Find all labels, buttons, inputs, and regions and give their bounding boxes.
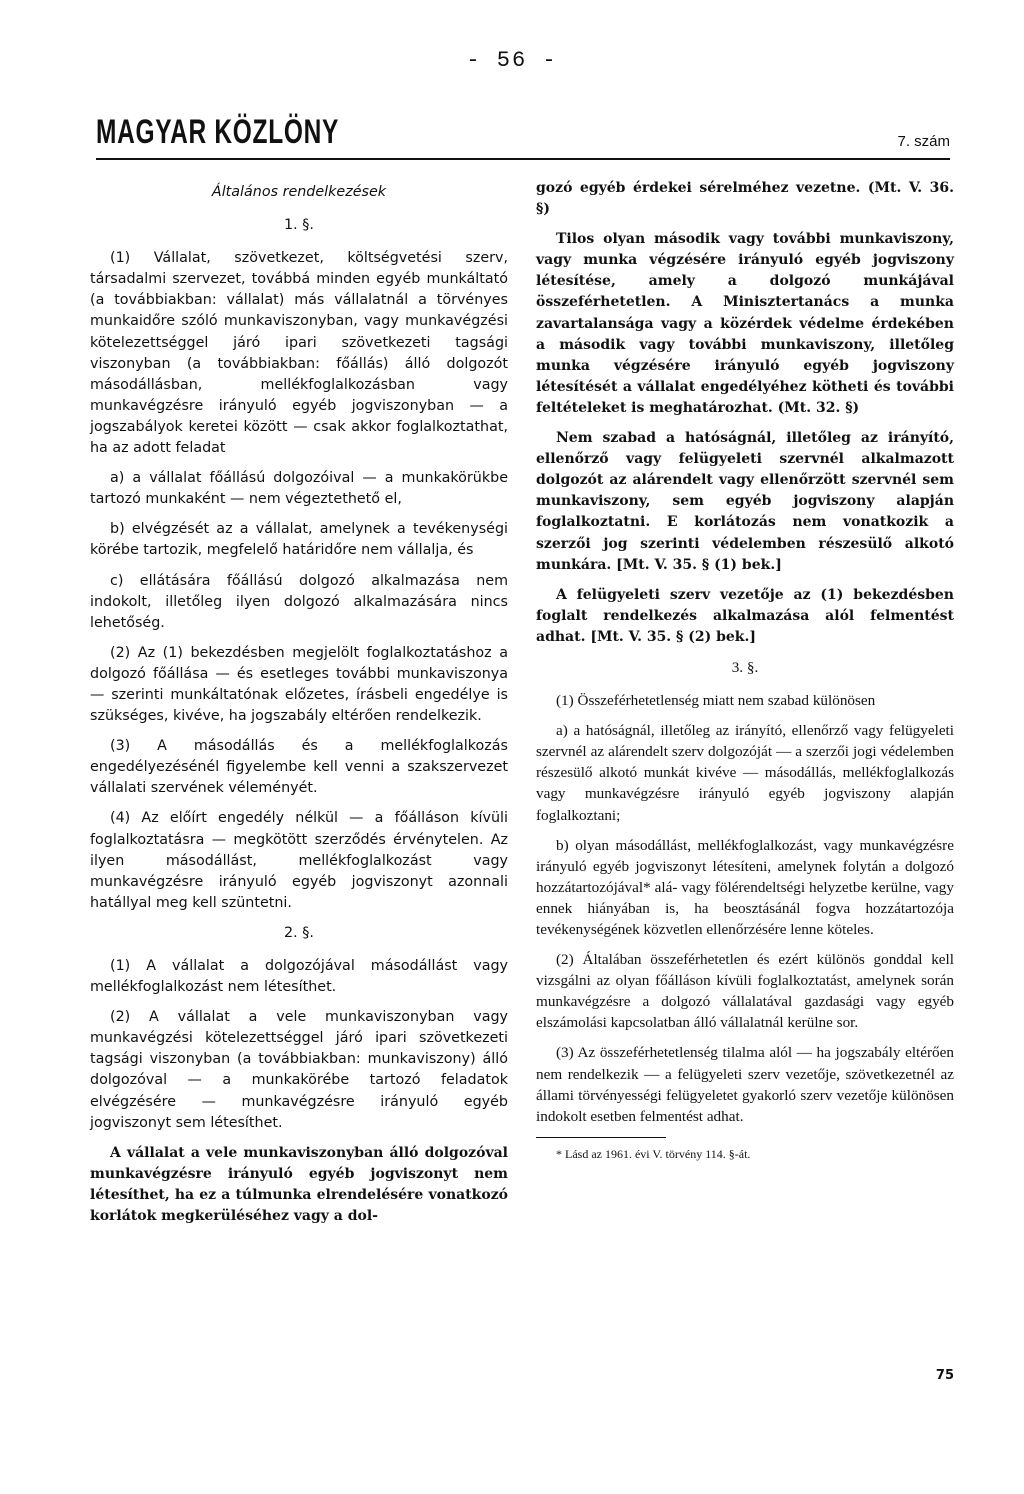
left-column <box>90 178 508 1236</box>
r-bold-1-text: gozó egyéb érdekei sérelméhez vezetne. (Mt. V. 36. §) <box>536 180 954 218</box>
p3-3-text: (3) Az összeférhetetlenség tilalma alól — ha jogszabály eltérően nem rendelkezik — a felügyeleti szerv vezetője, szövetkezetnél az állami törvényességi felügyeletet gyakorló szerv vezetője különösen indokolt esetben felmentést adhat. <box>536 1044 954 1125</box>
p1-1-text: (1) Vállalat, szövetkezet, költségvetési szerv, társadalmi szervezet, továbbá minden egyéb munkáltató (a továbbiakban: vállalat) más vállalatnál a törvényes munkaidőre szóló munkaviszonyban, vagy munkavégzési kötelezettséggel járó ipari szövetkezeti tagsági viszonyban (a továbbiakban: főállás) álló dolgozót másodállásban, mellékfoglalkozásban vagy munkavégzésre irányuló egyéb jogviszonyban — a jogszabályok keretei között — csak akkor foglalkoztathat, ha az adott feladat <box>90 250 508 457</box>
page-number: - 56 - <box>466 48 558 73</box>
footnote-text: * Lásd az 1961. évi V. törvény 114. §-át. <box>556 1146 751 1161</box>
p3-2-text: (2) Általában összeférhetetlen és ezért különös gonddal kell vizsgálni az olyan főálláson kívüli foglalkoztatást, amelynek során munkavégzésre a dolgozó vállalatával gazdasági vagy egyéb elszámolási kapcsolatban álló vállalatnál kerülne sor. <box>536 951 954 1032</box>
paragraph-1-heading: 1. §. <box>284 217 314 234</box>
r-bold-2-text: Tilos olyan második vagy további munkaviszony, vagy munka végzésére irányuló egyéb jogviszony létesítése, amely a dolgozó munkájával összeférhetetlen. A Minisztertanács a munka zavartalansága vagy a közérdek védelme érdekében a második vagy további munkaviszony, illetőleg munka végzésére irányuló egyéb jogviszony létesítését a vállalat engedélyéhez kötheti és további feltételeket is meghatározhat. (Mt. 32. §) <box>536 231 954 416</box>
r-bold-4-text: A felügyeleti szerv vezetője az (1) bekezdésben foglalt rendelkezés alkalmazása alól felmentést adhat. [Mt. V. 35. § (2) bek.] <box>536 586 954 645</box>
footnote-rule <box>536 1137 666 1138</box>
p1-2-text: (2) Az (1) bekezdésben megjelölt foglalkoztatáshoz a dolgozó főállása — és esetleges további munkaviszonya — szerinti munkáltatónak előzetes, írásbeli engedélye is szükséges, kivéve, ha jogszabály eltérően rendelkezik. <box>90 644 508 725</box>
issue-number: 7. szám <box>897 133 950 150</box>
p1-1-a-text: a) a vállalat főállású dolgozóival — a munkakörükbe tartozó munkaként — nem végeztethető el, <box>90 470 508 508</box>
p2-bold-text: A vállalat a vele munkaviszonyban álló dolgozóval munkavégzésre irányuló egyéb jogviszonyt nem létesíthet, ha ez a túlmunka elrendelésére vonatkozó korlátok megkerüléséhez vagy a dol- <box>90 1144 508 1225</box>
p3-1-text: (1) Összeférhetetlenség miatt nem szabad különösen <box>556 692 876 710</box>
paragraph-2-heading: 2. §. <box>284 924 314 941</box>
journal-title: MAGYAR KÖZLÖNY <box>96 113 340 151</box>
r-bold-3-text: Nem szabad a hatóságnál, illetőleg az irányító, ellenőrző vagy felügyeleti szervnél alkalmazott dolgozót az alárendelt vagy ellenőrzött szervnél sem munkaviszony, sem egyéb jogviszony alapján foglalkoztatni. E korlátozás nem vonatkozik a szerzői jog szerinti védelemben részesülő alkotó munkára. [Mt. V. 35. § (1) bek.] <box>536 430 954 573</box>
p1-1-b-text: b) elvégzését az a vállalat, amelynek a tevékenységi körébe tartozik, megfelelő határidőre nem vállalja, és <box>90 521 508 559</box>
p3-1-a-text: a) a hatóságnál, illetőleg az irányító, ellenőrző vagy felügyeleti szervnél az alárendelt szerv dolgozóját — a szerzői jogi védelemben részesülő alkotó munkát kivéve — másodállás, mellékfoglalkozás vagy munkavégzésre irányuló egyéb jogviszony alapján foglalkoztani; <box>536 722 954 824</box>
p2-1-text: (1) A vállalat a dolgozójával másodállást vagy mellékfoglalkozást nem létesíthet. <box>90 958 508 996</box>
p1-1-c-text: c) ellátására főállású dolgozó alkalmazása nem indokolt, illetőleg ilyen dolgozó alkalmazására nincs lehetőség. <box>90 572 508 631</box>
p1-3-text: (3) A másodállás és a mellékfoglalkozás engedélyezésénél figyelembe kell venni a szakszervezet vállalati szervének véleményét. <box>90 738 508 797</box>
p3-1-b-text: b) olyan másodállást, mellékfoglalkozást, vagy munkavégzésre irányuló egyéb jogviszonyt létesíteni, amelynek folytán a dolgozó hozzátartozójával* alá- vagy fölérendeltségi helyzetbe kerülne, vagy ennek hiányában is, ha beosztásánál fogva hozzátartozója tevékenységének közvetlen ellenőrzésére lenne köteles. <box>536 836 954 938</box>
printer-number: 75 <box>935 1368 954 1383</box>
p1-4-text: (4) Az előírt engedély nélkül — a főálláson kívüli foglalkoztatásra — megkötött szerződés érvénytelen. Az ilyen másodállást, mellékfoglalkozást vagy munkavégzésre irányuló egyéb jogviszonyt azonnali hatállyal meg kell szüntetni. <box>90 810 508 911</box>
right-column <box>536 178 954 1174</box>
masthead <box>96 113 950 160</box>
paragraph-3-heading: 3. §. <box>731 658 759 676</box>
section-heading: Általános rendelkezések <box>211 184 387 200</box>
p2-2-text: (2) A vállalat a vele munkaviszonyban vagy munkavégzési kötelezettséggel járó ipari szövetkezeti tagsági viszonyban (a továbbiakban: munkaviszony) álló dolgozóval — a munkakörébe tartozó feladatok elvégzésére — munkavégzésre irányuló egyéb jogviszonyt sem létesíthet. <box>90 1009 508 1131</box>
